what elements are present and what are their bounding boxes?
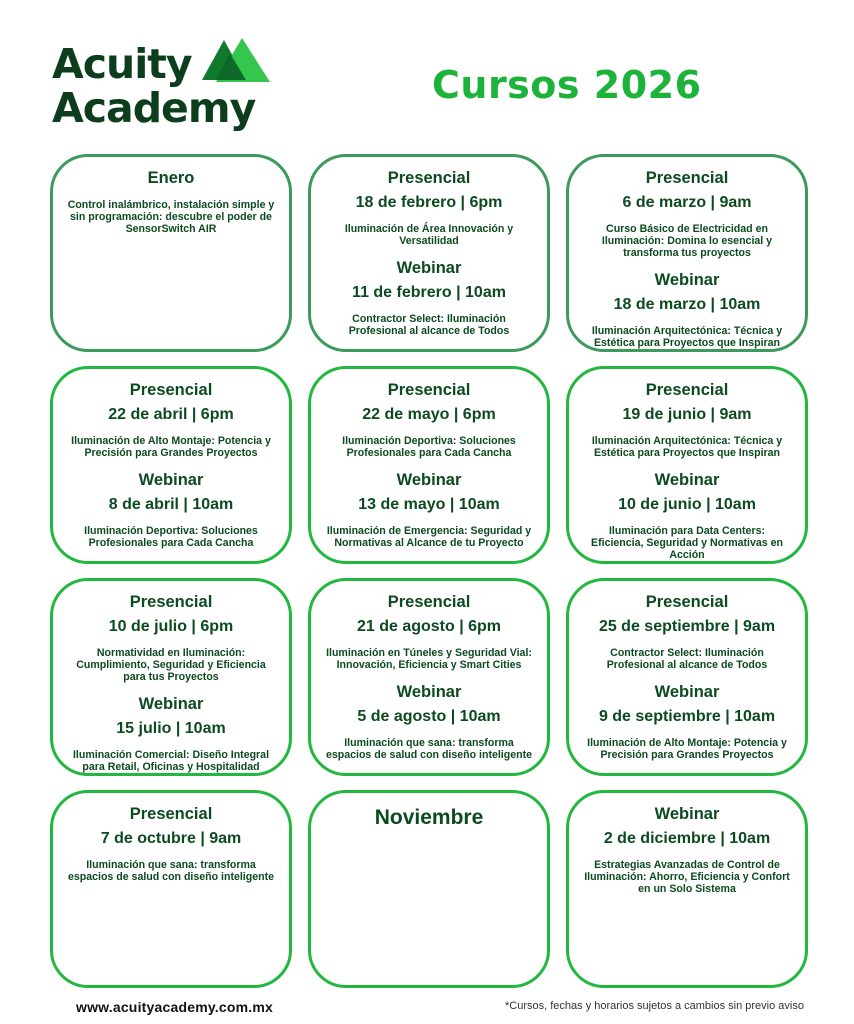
course-description: Iluminación de Emergencia: Seguridad y Normativas al Alcance de tu Proyecto <box>326 524 532 550</box>
course-section <box>311 805 547 830</box>
course-section <box>569 805 805 895</box>
course-date: 21 de agosto | 6pm <box>356 617 502 635</box>
course-date: 10 de julio | 6pm <box>108 617 234 635</box>
section-heading: Webinar <box>138 695 204 714</box>
course-date: 15 julio | 10am <box>116 720 226 738</box>
course-date: 6 de marzo | 9am <box>622 193 752 211</box>
course-description: Iluminación Arquitectónica: Técnica y Estética para Proyectos que Inspiran <box>591 325 783 350</box>
course-section <box>569 593 805 671</box>
course-section <box>53 169 289 235</box>
course-section <box>53 471 289 549</box>
section-heading: Webinar <box>396 259 462 278</box>
course-date: 13 de mayo | 10am <box>358 495 500 513</box>
section-heading: Presencial <box>129 381 213 399</box>
course-section <box>311 593 547 671</box>
month-card <box>50 790 292 988</box>
section-heading: Presencial <box>645 169 729 187</box>
month-card <box>50 154 292 352</box>
course-section <box>569 169 805 259</box>
course-date: 25 de septiembre | 9am <box>598 617 776 635</box>
course-date: 22 de mayo | 6pm <box>362 405 496 423</box>
month-card <box>566 790 808 988</box>
month-card <box>308 154 550 352</box>
course-description: Iluminación de Área Innovación y Versatilidad <box>344 222 514 247</box>
course-description: Estrategias Avanzadas de Control de Iluminación: Ahorro, Eficiencia y Confort en un Solo Sistema <box>584 858 790 896</box>
course-section <box>311 259 547 337</box>
section-heading: Webinar <box>396 683 462 702</box>
course-section <box>53 381 289 459</box>
brand-line-2: Academy <box>52 84 256 132</box>
course-date: 7 de octubre | 9am <box>100 829 242 847</box>
course-section <box>53 805 289 883</box>
course-description: Iluminación que sana: transforma espacios de salud con diseño inteligente <box>67 858 275 883</box>
course-date: 8 de abril | 10am <box>108 495 234 513</box>
month-card <box>308 366 550 564</box>
section-heading: Presencial <box>129 593 213 611</box>
course-description: Iluminación Deportiva: Soluciones Profesionales para Cada Cancha <box>84 524 258 550</box>
section-heading: Webinar <box>396 471 462 490</box>
course-date: 11 de febrero | 10am <box>352 283 506 301</box>
section-heading: Presencial <box>645 381 729 399</box>
month-card <box>50 578 292 776</box>
course-date: 5 de agosto | 10am <box>357 707 501 725</box>
course-section <box>311 381 547 459</box>
course-section <box>569 683 805 761</box>
section-heading: Presencial <box>645 593 729 611</box>
course-section <box>53 593 289 683</box>
course-section <box>53 695 289 773</box>
course-description: Contractor Select: Iluminación Profesional al alcance de Todos <box>606 646 768 671</box>
course-date: 22 de abril | 6pm <box>108 405 234 423</box>
disclaimer-note: *Cursos, fechas y horarios sujetos a cambios sin previo aviso <box>505 1000 804 1012</box>
month-card <box>566 366 808 564</box>
section-heading: Webinar <box>654 471 720 490</box>
course-section <box>569 471 805 561</box>
month-card <box>566 154 808 352</box>
website-link[interactable]: www.acuityacademy.com.mx <box>76 999 273 1015</box>
course-description: Iluminación de Alto Montaje: Potencia y Precisión para Grandes Proyectos <box>71 434 271 459</box>
section-heading: Presencial <box>129 805 213 823</box>
course-section <box>569 381 805 459</box>
month-card <box>566 578 808 776</box>
course-section <box>311 169 547 247</box>
section-heading: Webinar <box>654 683 720 702</box>
course-description: Iluminación Comercial: Diseño Integral para Retail, Oficinas y Hospitalidad <box>72 749 270 774</box>
page-title: Cursos 2026 <box>432 63 702 107</box>
course-date: 18 de febrero | 6pm <box>355 193 503 211</box>
brand-line-1: Acuity <box>52 40 192 88</box>
month-card <box>308 578 550 776</box>
course-date: 2 de diciembre | 10am <box>603 829 771 847</box>
course-description: Normatividad en Iluminación: Cumplimiento, Seguridad y Eficiencia para tus Proyectos <box>76 646 266 684</box>
course-date: 10 de junio | 10am <box>618 495 756 513</box>
month-card <box>308 790 550 988</box>
course-description: Control inalámbrico, instalación simple y sin programación: descubre el poder de SensorSwitch AIR <box>67 198 275 236</box>
course-description: Iluminación en Túneles y Seguridad Vial: Innovación, Eficiencia y Smart Cities <box>326 646 532 671</box>
course-description: Curso Básico de Electricidad en Iluminación: Domina lo esencial y transforma tus proyectos <box>601 222 773 260</box>
acuity-academy-logo <box>52 36 282 136</box>
course-description: Iluminación que sana: transforma espacios de salud con diseño inteligente <box>325 736 533 762</box>
section-heading: Webinar <box>654 271 720 290</box>
course-date: 9 de septiembre | 10am <box>598 707 776 725</box>
course-description: Iluminación Deportiva: Soluciones Profesionales para Cada Cancha <box>342 434 516 459</box>
section-heading: Presencial <box>387 593 471 611</box>
course-date: 19 de junio | 9am <box>622 405 752 423</box>
course-description: Contractor Select: Iluminación Profesional al alcance de Todos <box>348 312 510 338</box>
section-heading: Noviembre <box>374 806 484 829</box>
section-heading: Presencial <box>387 169 471 187</box>
course-section <box>569 271 805 349</box>
section-heading: Webinar <box>654 805 720 823</box>
section-heading: Presencial <box>387 381 471 399</box>
course-date: 18 de marzo | 10am <box>613 296 761 314</box>
triangle-logo-icon <box>202 36 272 86</box>
section-heading: Webinar <box>138 471 204 490</box>
course-description: Iluminación para Data Centers: Eficiencia, Seguridad y Normativas en Acción <box>591 524 783 562</box>
course-description: Iluminación Arquitectónica: Técnica y Estética para Proyectos que Inspiran <box>591 434 783 459</box>
course-section <box>311 471 547 549</box>
course-section <box>311 683 547 761</box>
section-heading: Enero <box>147 169 195 187</box>
course-description: Iluminación de Alto Montaje: Potencia y Precisión para Grandes Proyectos <box>587 736 787 762</box>
month-card <box>50 366 292 564</box>
